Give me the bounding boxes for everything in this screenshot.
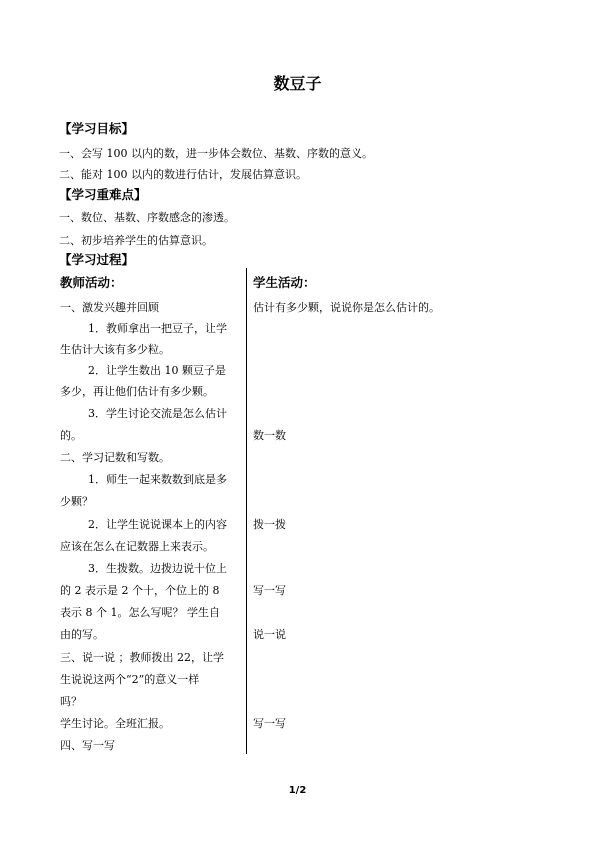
teacher-line: 表示 8 个 1。怎么写呢？ 学生自	[60, 606, 220, 619]
student-line: 写一写	[253, 584, 286, 597]
teacher-line: 少颗？	[60, 495, 93, 508]
teacher-line: 二、学习记数和写数。	[60, 451, 170, 464]
teacher-line: 四、写一写	[60, 739, 115, 752]
section-heading-goals: 【学习目标】	[59, 121, 135, 136]
student-line: 数一数	[253, 429, 286, 442]
teacher-line: 由的写。	[60, 628, 104, 641]
teacher-line: 1．师生一起来数数到底是多	[88, 473, 227, 486]
teacher-line: 生说说这两个“2”的意义一样	[60, 673, 200, 686]
keypoint-item-2: 二、初步培养学生的估算意识。	[59, 234, 213, 247]
teacher-line: 学生讨论。全班汇报。	[60, 717, 170, 730]
student-column-heading: 学生活动：	[253, 275, 316, 290]
section-heading-process: 【学习过程】	[59, 252, 135, 267]
page-title: 数豆子	[273, 74, 322, 93]
teacher-line: 1．教师拿出一把豆子，让学	[88, 322, 227, 335]
teacher-line: 2．让学生说说课本上的内容	[88, 518, 227, 531]
column-divider	[246, 268, 247, 754]
teacher-line: 应该在怎么在记数器上来表示。	[60, 540, 214, 553]
teacher-line: 的。	[60, 429, 82, 442]
teacher-line: 3．生拨数。边拨边说十位上	[88, 562, 227, 575]
student-line: 拨一拨	[253, 518, 286, 531]
goal-item-1: 一、会写 100 以内的数，进一步体会数位、基数、序数的意义。	[59, 147, 373, 160]
teacher-line: 3．学生讨论交流是怎么估计	[88, 407, 227, 420]
teacher-line: 的 2 表示是 2 个十，个位上的 8	[60, 584, 220, 597]
teacher-column-heading: 教师活动：	[60, 275, 123, 290]
section-heading-keypoints: 【学习重难点】	[59, 187, 147, 202]
teacher-line: 三、说一说 ；教师拨出 22，让学	[60, 651, 224, 664]
page-number: 1/2	[288, 785, 307, 796]
student-line: 写一写	[253, 717, 286, 730]
teacher-line: 2．让学生数出 10 颗豆子是	[88, 364, 226, 377]
keypoint-item-1: 一、数位、基数、序数感念的渗透。	[59, 211, 235, 224]
student-line: 估计有多少颗，说说你是怎么估计的。	[253, 301, 440, 314]
teacher-line: 多少，再让他们估计有多少颗。	[60, 385, 214, 398]
teacher-line: 一、激发兴趣并回顾	[60, 301, 159, 314]
teacher-line: 生估计大该有多少粒。	[60, 343, 170, 356]
goal-item-2: 二、能对 100 以内的数进行估计，发展估算意识。	[59, 168, 307, 181]
teacher-line: 吗？	[60, 695, 82, 708]
student-line: 说一说	[253, 628, 286, 641]
